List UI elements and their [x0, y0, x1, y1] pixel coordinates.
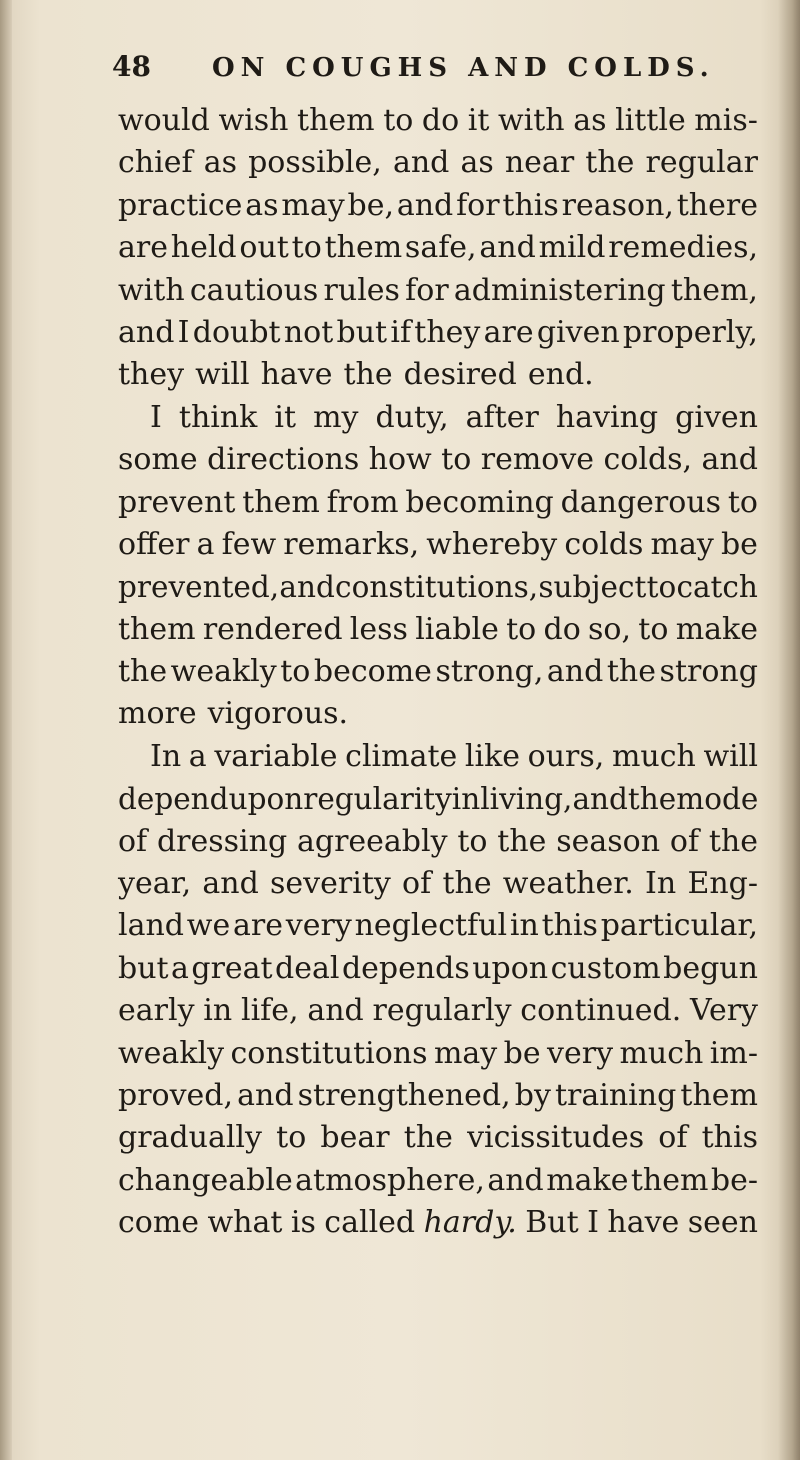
word: think [178, 399, 258, 435]
word: to [646, 570, 677, 605]
word: not [283, 314, 334, 350]
text-line [118, 1033, 758, 1075]
word: possible, [248, 145, 382, 181]
word: in [509, 908, 539, 944]
word: agreeably [296, 823, 448, 859]
text-line [118, 693, 758, 735]
word: it [274, 399, 297, 435]
word: like [464, 738, 521, 774]
word: properly, [622, 314, 758, 350]
word: it [467, 103, 490, 138]
word: training [554, 1077, 677, 1113]
word: of [118, 823, 148, 859]
text-line [118, 1202, 758, 1244]
word: come [118, 1205, 200, 1241]
word: vicissitudes [467, 1120, 645, 1156]
word: very [285, 908, 352, 944]
word: the [118, 654, 168, 690]
word: and [572, 782, 628, 817]
word: is [290, 1205, 316, 1241]
word: offer [118, 526, 190, 562]
page-header [112, 50, 752, 90]
word: to [506, 611, 537, 647]
word: a [188, 738, 207, 774]
word: In [150, 738, 182, 774]
text-line [118, 990, 758, 1032]
word: regular [645, 145, 758, 181]
word: out [239, 230, 289, 266]
word: directions [207, 442, 360, 478]
word: may [433, 1035, 498, 1071]
word: prevented, [118, 570, 280, 605]
text-line [118, 778, 758, 820]
word: end. [527, 357, 594, 393]
word: and [487, 1162, 544, 1198]
word: this [541, 908, 598, 944]
word: will [195, 357, 250, 393]
word: depend [118, 782, 229, 817]
word: the [442, 866, 492, 902]
text-line [118, 354, 758, 396]
word: weakly [170, 654, 277, 690]
word: and [479, 230, 536, 266]
word: they [414, 314, 481, 350]
text-line [118, 439, 758, 481]
word: them [297, 103, 375, 138]
word: dangerous [560, 484, 722, 520]
word: of [669, 823, 700, 859]
word: to [383, 103, 414, 138]
word: bear [320, 1120, 390, 1156]
word: near [504, 145, 575, 181]
word: vigorous. [207, 696, 349, 732]
word: make [675, 611, 758, 647]
word: them [680, 1077, 758, 1113]
text-line [118, 736, 758, 778]
word: make [546, 1162, 629, 1198]
word: atmosphere, [295, 1162, 485, 1198]
text-line [118, 1160, 758, 1202]
word: cautious [189, 272, 319, 308]
word: do [543, 611, 581, 647]
word: Very [690, 993, 758, 1029]
word: my [313, 399, 359, 435]
word: prevent [118, 484, 236, 520]
word: severity [270, 866, 391, 902]
word: after [465, 399, 539, 435]
text-line [118, 482, 758, 524]
word: the [708, 823, 758, 859]
text-line [118, 609, 758, 651]
word: and [279, 570, 335, 605]
word: I [587, 1205, 599, 1241]
word: dressing [156, 823, 288, 859]
word: gradually [118, 1120, 262, 1156]
word: and [202, 866, 259, 902]
word: constitutions, [335, 570, 539, 605]
word: early [118, 993, 195, 1029]
word: wish [218, 103, 289, 138]
word: the [403, 1120, 453, 1156]
word: do [421, 103, 460, 138]
word: particular, [600, 908, 758, 944]
word: I [177, 314, 190, 350]
word: deal [275, 950, 340, 986]
word: and [392, 145, 450, 181]
word: as [245, 187, 279, 223]
word: have [260, 357, 333, 393]
word: a [171, 950, 189, 986]
page-number: 48 [112, 50, 151, 83]
text-line [118, 651, 758, 693]
text-line [118, 566, 758, 608]
text-line [118, 863, 758, 905]
word: but [336, 314, 388, 350]
word: this [502, 187, 559, 223]
word: may [281, 187, 345, 223]
word: of [658, 1120, 688, 1156]
word: upon [472, 950, 549, 986]
text-line [118, 312, 758, 354]
word: seen [687, 1205, 758, 1241]
word: the [585, 145, 635, 181]
word: held [170, 230, 237, 266]
word: become [313, 654, 432, 690]
word: having [555, 399, 659, 435]
word: them [324, 230, 403, 266]
body-text [118, 100, 758, 1245]
word: regularity [303, 782, 452, 817]
word: mis- [694, 103, 758, 138]
word: continued. [520, 993, 682, 1029]
text-line [118, 270, 758, 312]
word: colds [564, 526, 644, 562]
word: variable [214, 738, 338, 774]
word: to [457, 823, 488, 859]
text-line [118, 397, 758, 439]
word: may [650, 526, 714, 562]
word: be, [347, 187, 394, 223]
word: the [627, 782, 677, 817]
word: there [676, 187, 758, 223]
word: they [118, 357, 185, 393]
word: upon [228, 782, 304, 817]
word: changeable [118, 1162, 293, 1198]
word: will [703, 738, 758, 774]
word: less [349, 611, 408, 647]
word: I [150, 399, 162, 435]
word: begun [663, 950, 758, 986]
word: practice [118, 187, 243, 223]
word: few [221, 526, 277, 562]
word: what [207, 1205, 283, 1241]
word: subject [538, 570, 647, 605]
word: mode [676, 782, 759, 817]
word: rendered [202, 611, 343, 647]
word: liable [415, 611, 499, 647]
word: to [280, 654, 311, 690]
word: custom [550, 950, 661, 986]
word: the [497, 823, 547, 859]
word: becoming [405, 484, 554, 520]
word: to [441, 442, 472, 478]
word: this [701, 1120, 758, 1156]
word: for [456, 187, 500, 223]
word: the [606, 654, 657, 690]
word: desired [403, 357, 517, 393]
text-line [118, 142, 758, 184]
word: rules [323, 272, 400, 308]
word: called [324, 1205, 416, 1241]
text-line [118, 524, 758, 566]
word: But [525, 1205, 579, 1241]
word: them [242, 484, 320, 520]
word: mild [538, 230, 606, 266]
word: as [573, 103, 607, 138]
word: would [118, 103, 210, 138]
word: to [727, 484, 758, 520]
word: remedies, [608, 230, 758, 266]
word: given [675, 399, 758, 435]
text-line [118, 185, 758, 227]
word: little [615, 103, 686, 138]
word: given [536, 314, 620, 350]
word: them [630, 1162, 709, 1198]
word: be [720, 526, 758, 562]
word: as [460, 145, 494, 181]
word: strong, [435, 654, 544, 690]
word: in [451, 782, 481, 817]
word: but [118, 950, 169, 986]
word: ours, [527, 738, 605, 774]
word: very [547, 1035, 614, 1071]
word: to [291, 230, 322, 266]
word: them [118, 611, 196, 647]
word: administering [453, 272, 666, 308]
word: and [118, 314, 175, 350]
word: colds, [603, 442, 693, 478]
word: of [402, 866, 432, 902]
text-line [118, 100, 758, 142]
word: to [638, 611, 669, 647]
word: catch [676, 570, 758, 605]
word: more [118, 696, 197, 732]
word: be- [710, 1162, 758, 1198]
word: some [118, 442, 198, 478]
text-line [118, 227, 758, 269]
word: much [619, 1035, 704, 1071]
word: depends [341, 950, 470, 986]
word: neglectful [354, 908, 508, 944]
word: year, [118, 866, 192, 902]
word: great [191, 950, 273, 986]
word: in [203, 993, 233, 1029]
word: remove [480, 442, 595, 478]
word: hardy. [423, 1205, 517, 1241]
page-right-edge [778, 0, 800, 1460]
text-line [118, 905, 758, 947]
word: chief [118, 145, 193, 181]
word: duty, [375, 399, 449, 435]
word: them, [670, 272, 758, 308]
running-head: ON COUGHS AND COLDS. [212, 53, 715, 83]
word: as [203, 145, 237, 181]
word: much [611, 738, 696, 774]
word: strong [659, 654, 758, 690]
page-binding-edge [0, 0, 12, 1460]
text-line [118, 1117, 758, 1159]
word: and [701, 442, 758, 478]
word: whereby [426, 526, 558, 562]
word: we [186, 908, 231, 944]
word: Eng- [687, 866, 758, 902]
word: and [546, 654, 604, 690]
word: and [307, 993, 364, 1029]
word: from [326, 484, 399, 520]
word: a [196, 526, 215, 562]
word: with [118, 272, 185, 308]
text-line [118, 1075, 758, 1117]
word: so, [588, 611, 632, 647]
word: are [118, 230, 168, 266]
word: proved, [118, 1077, 234, 1113]
word: strengthened, [297, 1077, 511, 1113]
word: life, [240, 993, 299, 1029]
word: doubt [192, 314, 281, 350]
word: have [607, 1205, 680, 1241]
word: how [368, 442, 432, 478]
word: weather. [502, 866, 634, 902]
word: im- [709, 1035, 758, 1071]
word: to [276, 1120, 307, 1156]
word: the [343, 357, 393, 393]
word: for [405, 272, 449, 308]
word: are [233, 908, 283, 944]
word: with [497, 103, 565, 138]
word: land [118, 908, 185, 944]
text-line [118, 948, 758, 990]
word: are [483, 314, 534, 350]
word: if [390, 314, 412, 350]
word: and [237, 1077, 294, 1113]
word: climate [345, 738, 458, 774]
word: season [556, 823, 661, 859]
word: remarks, [283, 526, 420, 562]
text-line [118, 821, 758, 863]
word: and [396, 187, 454, 223]
word: reason, [561, 187, 674, 223]
word: In [645, 866, 677, 902]
word: safe, [404, 230, 477, 266]
word: regularly [372, 993, 512, 1029]
word: living, [480, 782, 573, 817]
word: weakly [118, 1035, 225, 1071]
word: be [503, 1035, 541, 1071]
word: constitutions [230, 1035, 428, 1071]
word: by [514, 1077, 551, 1113]
